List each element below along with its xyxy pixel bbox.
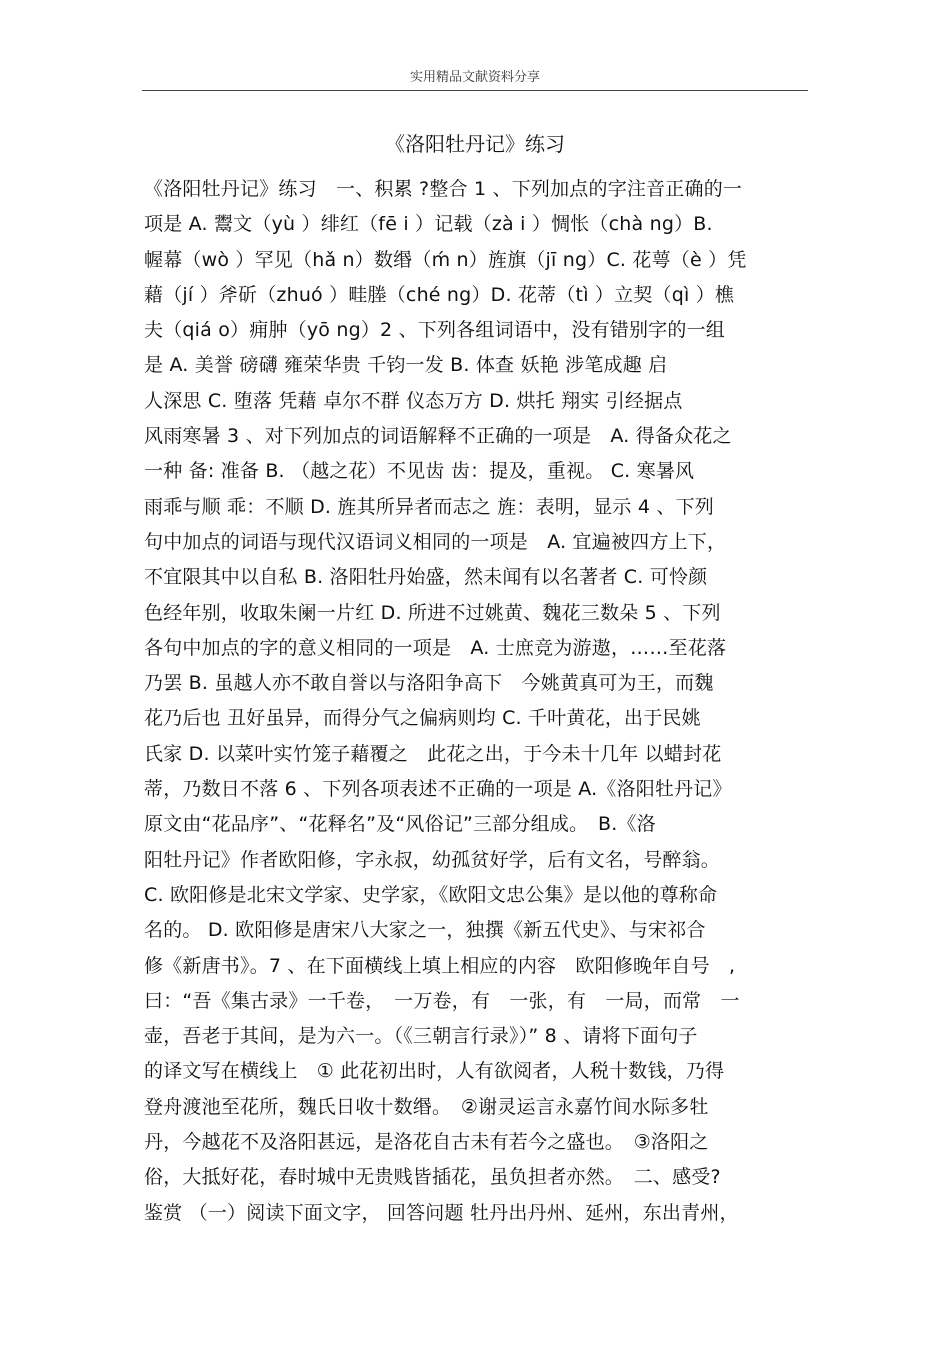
body-line: 丹，今越花不及洛阳甚远，是洛花自古未有若今之盛也。 ③洛阳之	[144, 1131, 709, 1154]
body-line: 风雨寒暑 3 、对下列加点的词语解释不正确的一项是 A. 得备众花之	[144, 425, 732, 448]
body-line: 名的。 D. 欧阳修是唐宋八大家之一，独撰《新五代史》、与宋祁合	[144, 919, 706, 942]
body-line: 《洛阳牡丹记》练习 一、积累 ?整合 1 、下列加点的字注音正确的一	[144, 178, 743, 200]
body-line: 人深思 C. 堕落 凭藉 卓尔不群 仪态万方 D. 烘托 翔实 引经据点	[144, 389, 683, 412]
body-line: 的译文写在横线上 ① 此花初出时，人有欲阅者，人税十数钱，乃得	[144, 1060, 725, 1083]
body-line: 曰：“吾《集古录》一千卷， 一万卷，有 一张，有 一局，而常 一	[144, 989, 740, 1012]
body-line: 藉（jí ）斧斫（zhuó ）畦塍（ché ng）D. 花蒂（tì ）立契（qì ）樵	[144, 283, 735, 306]
document-title: 《洛阳牡丹记》练习	[385, 132, 565, 156]
body-line: 原文由“花品序”、“花释名”及“风俗记”三部分组成。 B.《洛	[144, 813, 656, 836]
body-line: 幄幕（wò ）罕见（hǎ n）数缗（ḿ n）旌旗（jī ng）C. 花萼（è ）凭	[144, 248, 747, 271]
body-line: 是 A. 美誉 磅礴 雍荣华贵 千钧一发 B. 体查 妖艳 涉笔成趣 启	[144, 354, 668, 377]
header-divider	[142, 90, 808, 91]
body-line: 句中加点的词语与现代汉语词义相同的一项是 A. 宜遍被四方上下，	[144, 530, 727, 553]
body-line: 鉴赏 （一）阅读下面文字， 回答问题 牡丹出丹州、延州，东出青州，	[144, 1201, 739, 1224]
body-line: 夫（qiá o）痈肿（yō ng）2 、下列各组词语中，没有错别字的一组	[144, 319, 725, 342]
document-body	[144, 172, 812, 1231]
body-line: 色经年别，收取朱阑一片红 D. 所进不过姚黄、魏花三数朵 5 、下列	[144, 601, 721, 624]
body-line: 俗，大抵好花，春时城中无贵贱皆插花，虽负担者亦然。 二、感受?	[144, 1166, 721, 1189]
body-line: C. 欧阳修是北宋文学家、史学家，《欧阳文忠公集》是以他的尊称命	[144, 883, 718, 906]
body-line: 雨乖与顺 乖：不顺 D. 旌其所异者而志之 旌：表明，显示 4 、下列	[144, 495, 714, 518]
body-line: 一种 备: 准备 B. （越之花）不见齿 齿：提及，重视。 C. 寒暑风	[144, 460, 695, 483]
body-line: 项是 A. 鬻文（yù ）绯红（fē i ）记载（zà i ）惆怅（chà ng）B.	[144, 213, 713, 236]
body-line: 登舟渡池至花所，魏氏日收十数缗。 ②谢灵运言永嘉竹间水际多牡	[144, 1095, 709, 1118]
body-line: 花乃后也 丑好虽异，而得分气之偏病则均 C. 千叶黄花，出于民姚	[144, 707, 701, 730]
body-line: 阳牡丹记》作者欧阳修，字永叔，幼孤贫好学，后有文名，号醉翁。	[144, 848, 721, 871]
body-line: 各句中加点的字的意义相同的一项是 A. 士庶竞为游遨，……至花落	[144, 636, 727, 659]
body-line: 修《新唐书》。7 、在下面横线上填上相应的内容 欧阳修晚年自号 ,	[144, 954, 736, 977]
body-line: 乃罢 B. 虽越人亦不敢自誉以与洛阳争高下 今姚黄真可为王，而魏	[144, 672, 714, 695]
page-header: 实用精品文献资料分享	[409, 70, 540, 85]
body-line: 不宜限其中以自私 B. 洛阳牡丹始盛，然未闻有以名著者 C. 可怜颜	[144, 566, 708, 589]
body-line: 壶，吾老于其间，是为六一。（《三朝言行录》）” 8 、请将下面句子	[144, 1025, 698, 1048]
body-line: 蒂，乃数日不落 6 、下列各项表述不正确的一项是 A.《洛阳牡丹记》	[144, 778, 732, 801]
body-line: 氏家 D. 以菜叶实竹笼子藉覆之 此花之出，于今未十几年 以蜡封花	[144, 742, 722, 765]
